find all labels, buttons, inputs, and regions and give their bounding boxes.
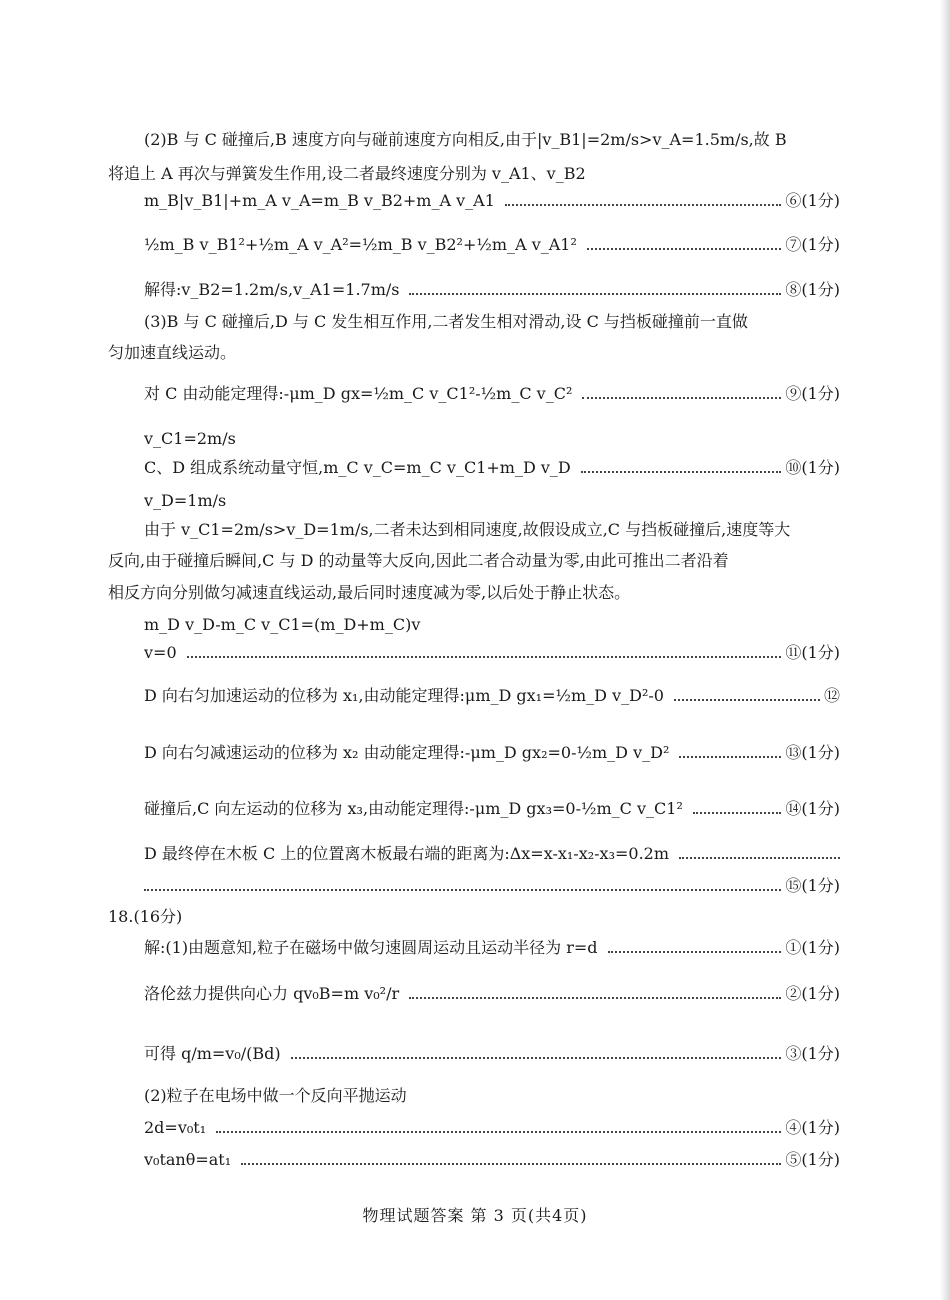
equation: D 向右匀减速运动的位移为 x₂ 由动能定理得:-μm_D gx₂=0-½m_D v_D² [144,743,670,762]
leader-dots [587,248,781,250]
q18-row-5 [144,1147,840,1171]
vd-value: v_D=1m/s [144,491,227,510]
p3-text-line-1: (3)B 与 C 碰撞后,D 与 C 发生相互作用,二者发生相对滑动,设 C 与挡板碰撞前一直做 [144,312,748,331]
equation: v₀tanθ=at₁ [144,1150,232,1169]
score-mark: ⑧(1分) [785,280,840,299]
leader-dots [144,889,781,891]
equation: 洛伦兹力提供向心力 qv₀B=m v₀²/r [144,984,400,1003]
page-footer: 物理试题答案 第 3 页(共4页) [362,1206,588,1225]
score-mark: ⑪(1分) [785,643,840,662]
equation: v=0 [144,643,177,662]
score-mark: ④(1分) [785,1118,840,1137]
score-mark: ⑮(1分) [785,876,840,895]
equation-row-11 [144,640,840,664]
leader-dots [674,699,820,701]
equation: D 最终停在木板 C 上的位置离木板最右端的距离为:Δx=x-x₁-x₂-x₃=0.2m [144,844,670,863]
q18-row-4 [144,1115,840,1139]
equation: 解得:v_B2=1.2m/s,v_A1=1.7m/s [144,280,400,299]
equation: m_B|v_B1|+m_A v_A=m_B v_B2+m_A v_A1 [144,191,495,210]
leader-dots [505,204,781,206]
momentum-equation: m_D v_D-m_C v_C1=(m_D+m_C)v [144,615,421,634]
q18-part-2-text: (2)粒子在电场中做一个反向平抛运动 [144,1086,407,1105]
vc1-value: v_C1=2m/s [144,429,236,448]
leader-dots [582,397,781,399]
score-mark: ⑩(1分) [785,458,840,477]
leader-dots [679,857,840,859]
leader-dots [187,656,782,658]
leader-dots [679,756,781,758]
equation: 可得 q/m=v₀/(Bd) [144,1044,281,1063]
p3-para-line-2: 反向,由于碰撞后瞬间,C 与 D 的动量等大反向,因此二者合动量为零,由此可推出二者沿着 [108,551,729,570]
equation-row-15b [144,873,840,897]
equation: ½m_B v_B1²+½m_A v_A²=½m_B v_B2²+½m_A v_A1² [144,235,577,254]
p3-para-line-1: 由于 v_C1=2m/s>v_D=1m/s,二者未达到相同速度,故假设成立,C 与挡板碰撞后,速度等大 [144,520,791,539]
equation: D 向右匀加速运动的位移为 x₁,由动能定理得:μm_D gx₁=½m_D v_D²-0 [144,686,664,705]
leader-dots [409,293,781,295]
equation: 解:(1)由题意知,粒子在磁场中做匀速圆周运动且运动半径为 r=d [144,938,598,957]
leader-dots [693,812,781,814]
equation: C、D 组成系统动量守恒,m_C v_C=m_C v_C1+m_D v_D [144,458,571,477]
equation-row-6 [144,188,840,212]
equation-row-9 [144,381,840,405]
equation-row-7 [144,232,840,256]
score-mark: ⑤(1分) [785,1150,840,1169]
equation: 2d=v₀t₁ [144,1118,207,1137]
score-mark: ②(1分) [785,984,840,1003]
p2-text-line-2: 将追上 A 再次与弹簧发生作用,设二者最终速度分别为 v_A1、v_B2 [108,164,586,183]
score-mark: ⑫ [823,686,840,705]
score-mark: ⑭(1分) [785,799,840,818]
equation-row-15a [144,841,840,865]
q18-row-2 [144,981,840,1005]
p3-para-line-3: 相反方向分别做匀减速直线运动,最后同时速度减为零,以后处于静止状态。 [108,583,631,602]
equation-row-13 [144,740,840,764]
score-mark: ⑬(1分) [785,743,840,762]
equation-row-12 [144,683,840,707]
leader-dots [409,997,781,999]
equation: 碰撞后,C 向左运动的位移为 x₃,由动能定理得:-μm_D gx₃=0-½m_C v_C1² [144,799,683,818]
score-mark: ①(1分) [785,938,840,957]
equation: 对 C 由动能定理得:-μm_D gx=½m_C v_C1²-½m_C v_C² [144,384,573,403]
q18-row-3 [144,1041,840,1065]
leader-dots [581,471,782,473]
leader-dots [216,1131,781,1133]
q18-row-1 [144,935,840,959]
equation-row-14 [144,796,840,820]
score-mark: ⑥(1分) [785,191,840,210]
leader-dots [241,1163,781,1165]
leader-dots [291,1057,782,1059]
leader-dots [608,951,782,953]
equation-row-10 [144,455,840,479]
equation-row-8 [144,277,840,301]
score-mark: ⑦(1分) [785,235,840,254]
score-mark: ⑨(1分) [785,384,840,403]
question-18-title: 18.(16分) [108,907,183,926]
score-mark: ③(1分) [785,1044,840,1063]
p3-text-line-2: 匀加速直线运动。 [108,343,237,362]
p2-text-line-1: (2)B 与 C 碰撞后,B 速度方向与碰前速度方向相反,由于|v_B1|=2m/s>v_A=1.5m/s,故 B [144,130,787,149]
